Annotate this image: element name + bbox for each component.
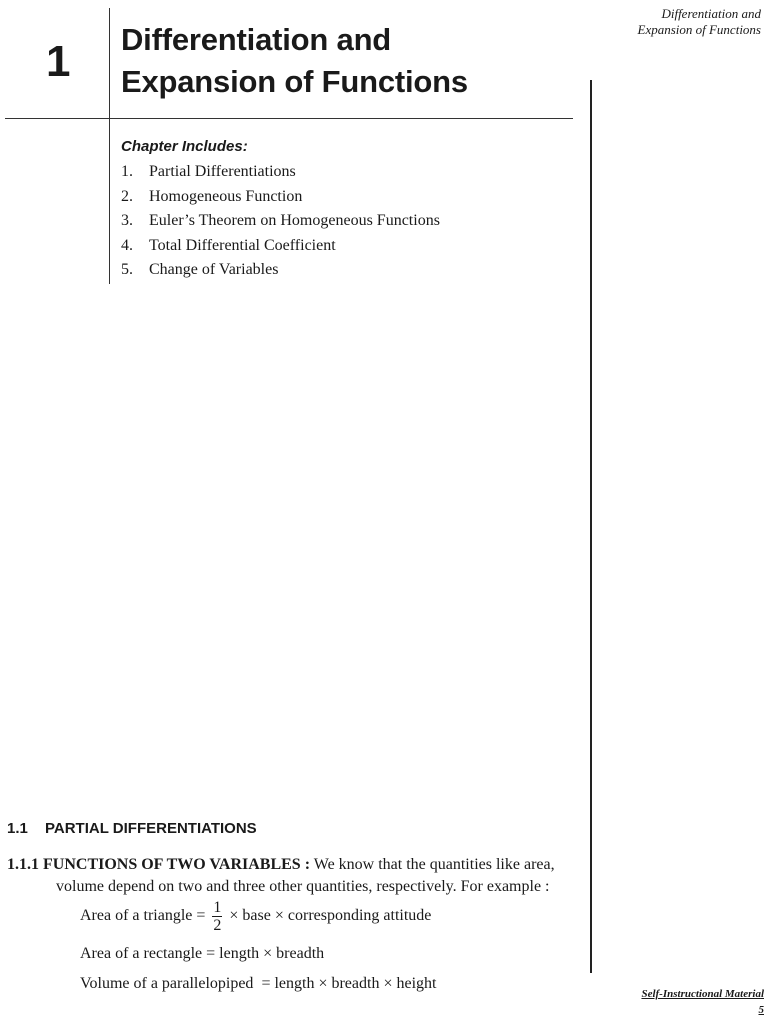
list-item-number: 4. — [121, 236, 133, 254]
chapter-number: 1 — [46, 37, 71, 86]
running-head-line2: Expansion of Functions — [637, 22, 761, 37]
list-item — [121, 160, 440, 185]
list-item-number: 3. — [121, 212, 133, 229]
formula-triangle-left: Area of a triangle = — [80, 907, 206, 925]
subsection-text-line1: We know that the quantities like area, — [310, 856, 555, 873]
formula-volume-left: Volume of a parallelopiped — [80, 975, 254, 992]
chapter-includes-heading: Chapter Includes: — [121, 138, 248, 155]
fraction-numerator: 1 — [213, 899, 222, 916]
list-item-label: Homogeneous Function — [149, 187, 303, 205]
list-item-label: Euler’s Theorem on Homogeneous Functions — [149, 212, 440, 229]
header-vertical-divider — [109, 8, 110, 284]
list-item — [121, 209, 440, 234]
fraction-one-half — [212, 899, 222, 934]
formula-parallelopiped-volume — [80, 974, 436, 994]
list-item — [121, 234, 440, 259]
margin-rule — [590, 80, 592, 973]
list-item-number: 5. — [121, 261, 133, 278]
formula-volume-right: = length × breadth × height — [261, 975, 437, 992]
subsection-paragraph-line1 — [7, 855, 555, 875]
list-item-number: 1. — [121, 163, 133, 180]
list-item — [121, 185, 440, 210]
header-horizontal-divider — [5, 118, 573, 119]
fraction-denominator: 2 — [213, 917, 222, 934]
chapter-includes-list — [121, 160, 440, 283]
footer-label: Self-Instructional Material — [641, 988, 764, 1000]
section-heading — [7, 819, 257, 839]
section-number: 1.1 — [7, 820, 28, 837]
chapter-title-line1: Differentiation and — [121, 22, 392, 57]
subsection-heading: 1.1.1 FUNCTIONS OF TWO VARIABLES : — [7, 856, 311, 873]
list-item — [121, 258, 440, 283]
list-item-label: Total Differential Coefficient — [149, 236, 336, 254]
page-number: 5 — [758, 1004, 764, 1016]
formula-rectangle-area: Area of a rectangle = length × breadth — [80, 945, 325, 962]
running-head — [561, 6, 761, 38]
section-title: PARTIAL DIFFERENTIATIONS — [45, 820, 257, 837]
list-item-number: 2. — [121, 187, 133, 205]
subsection-text-line2: volume depend on two and three other quantities, respectively. For example : — [56, 878, 550, 895]
formula-triangle-right: × base × corresponding attitude — [229, 907, 432, 925]
chapter-title-line2: Expansion of Functions — [121, 64, 468, 99]
formula-triangle-area — [80, 899, 431, 934]
list-item-label: Partial Differentiations — [149, 163, 296, 180]
list-item-label: Change of Variables — [149, 261, 279, 278]
running-head-line1: Differentiation and — [661, 6, 761, 21]
